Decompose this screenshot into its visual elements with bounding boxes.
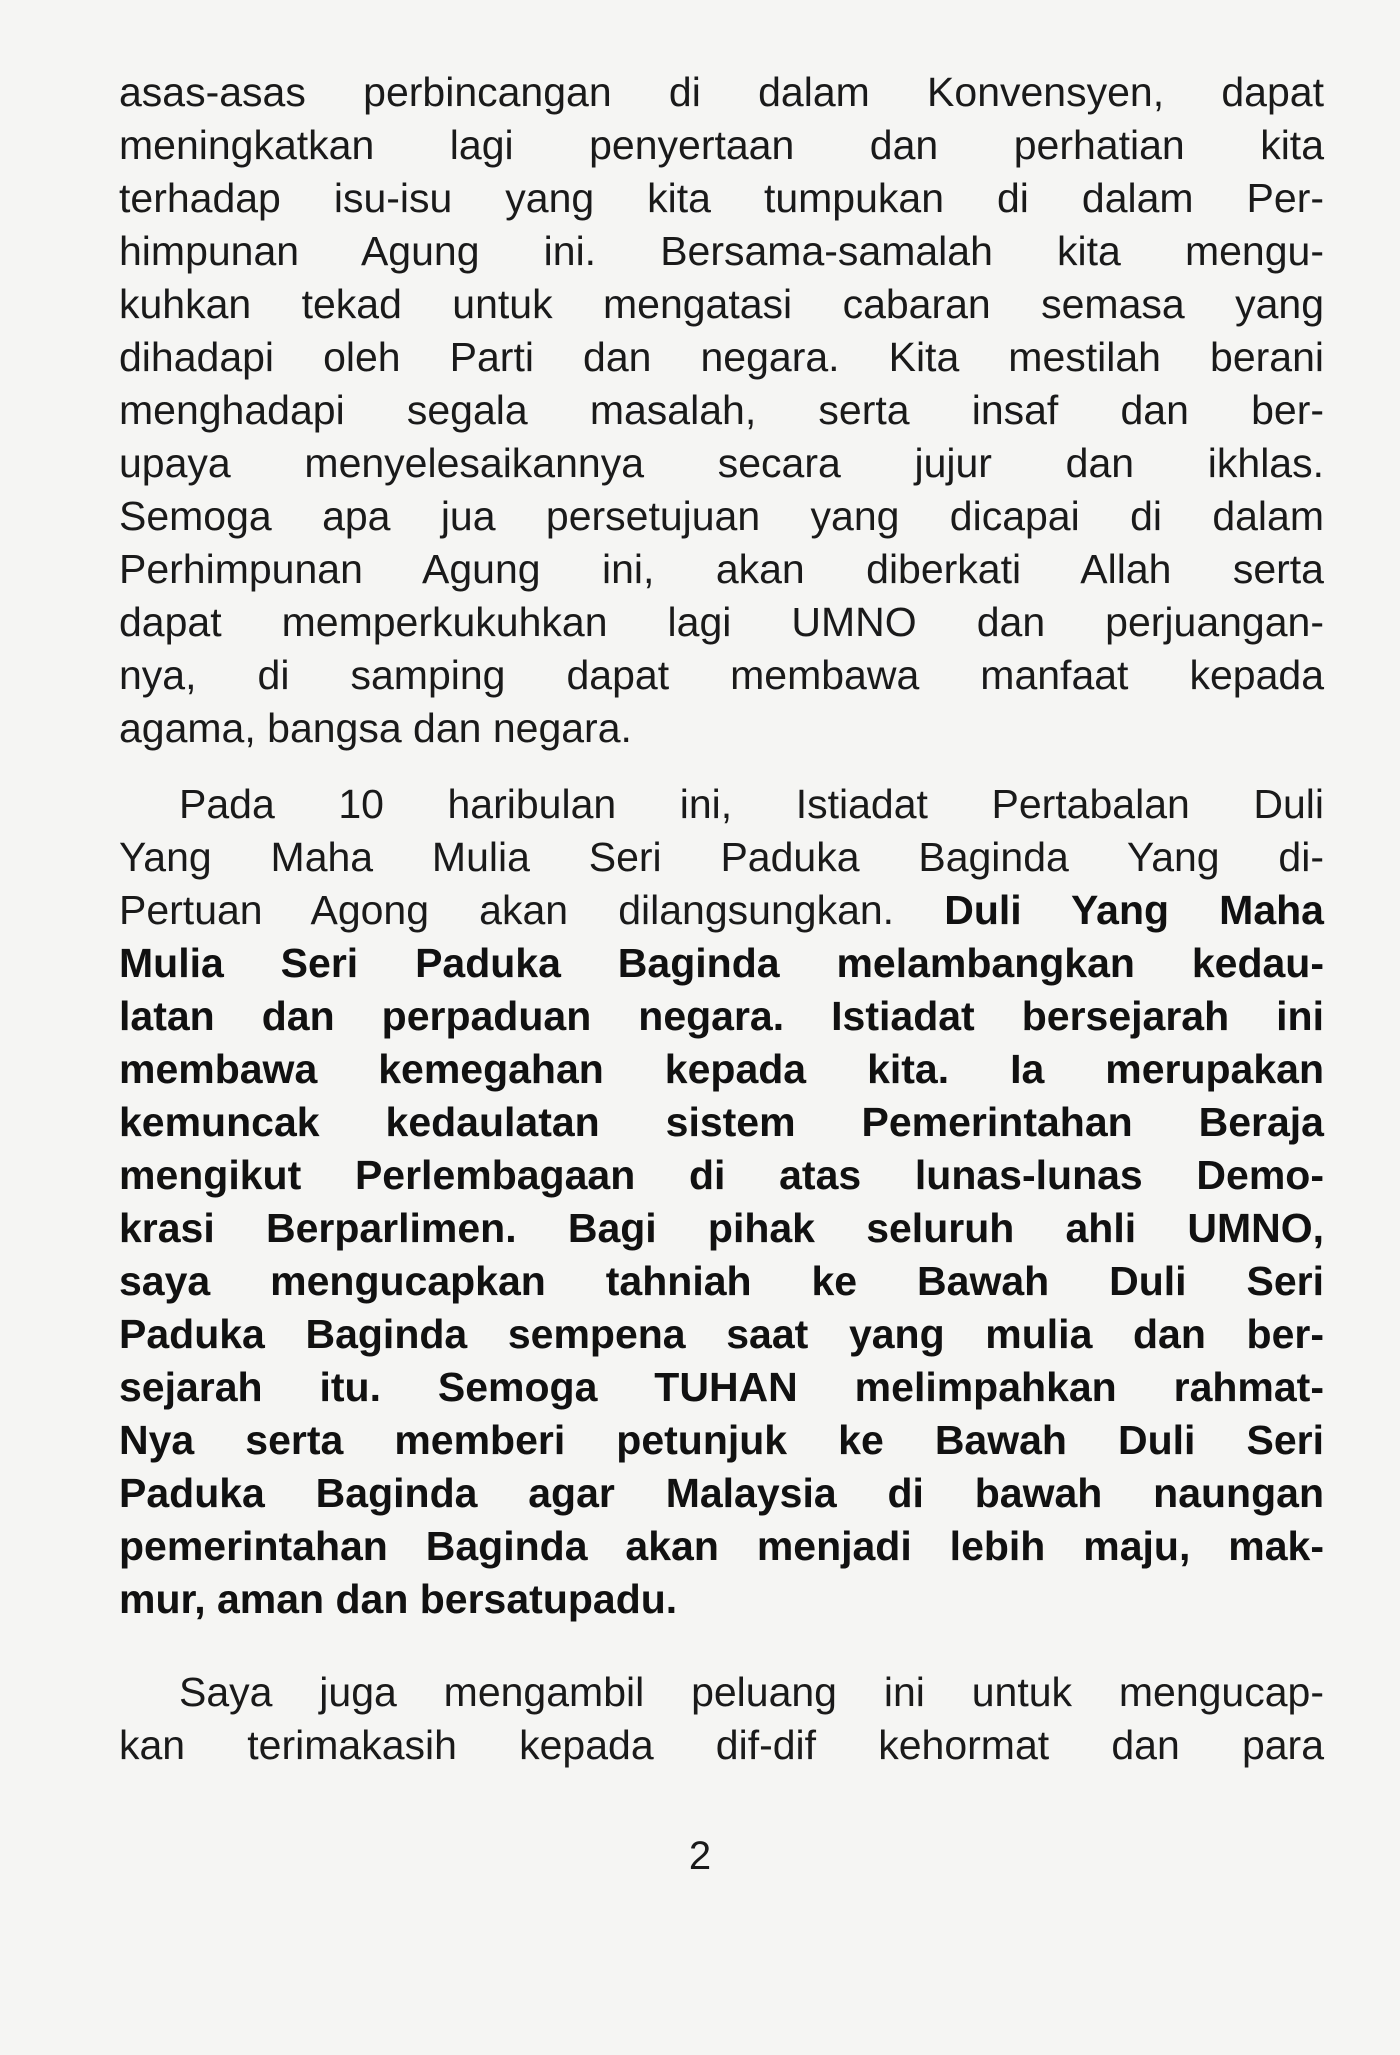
page-number: 2: [688, 1834, 712, 1878]
text-line: kuhkan tekad untuk mengatasi cabaran semasa yang: [119, 281, 1324, 327]
bold-text-line: pemerintahan Baginda akan menjadi lebih maju, mak-: [119, 1523, 1324, 1569]
text-line: Yang Maha Mulia Seri Paduka Baginda Yang di-: [119, 834, 1324, 880]
text-line: Semoga apa jua persetujuan yang dicapai di dalam: [119, 493, 1324, 539]
bold-text-line: mur, aman dan bersatupadu.: [119, 1576, 678, 1622]
bold-text-line: latan dan perpaduan negara. Istiadat bersejarah ini: [119, 993, 1324, 1039]
bold-text-segment: Duli Yang Maha: [944, 887, 1324, 933]
bold-text-line: Nya serta memberi petunjuk ke Bawah Duli Seri: [119, 1417, 1324, 1463]
bold-text-line: Paduka Baginda agar Malaysia di bawah naungan: [119, 1470, 1324, 1516]
text-line: himpunan Agung ini. Bersama-samalah kita mengu-: [119, 228, 1324, 274]
text-line: upaya menyelesaikannya secara jujur dan ikhlas.: [119, 440, 1324, 486]
text-line: kan terimakasih kepada dif-dif kehormat dan para: [119, 1722, 1324, 1768]
text-line: nya, di samping dapat membawa manfaat kepada: [119, 652, 1324, 698]
bold-text-line: krasi Berparlimen. Bagi pihak seluruh ahli UMNO,: [119, 1205, 1324, 1251]
paragraph-1: [119, 66, 1324, 755]
bold-text-line: membawa kemegahan kepada kita. Ia merupakan: [119, 1046, 1324, 1092]
bold-text-line: kemuncak kedaulatan sistem Pemerintahan Beraja: [119, 1099, 1324, 1145]
bold-text-line: Paduka Baginda sempena saat yang mulia dan ber-: [119, 1311, 1324, 1357]
text-line: meningkatkan lagi penyertaan dan perhatian kita: [119, 122, 1324, 168]
paragraph-3: [119, 1666, 1324, 1772]
text-line: terhadap isu-isu yang kita tumpukan di dalam Per-: [119, 175, 1324, 221]
bold-text-line: saya mengucapkan tahniah ke Bawah Duli Seri: [119, 1258, 1324, 1304]
text-line-mixed: [119, 884, 1324, 937]
text-line: Saya juga mengambil peluang ini untuk mengucap-: [179, 1669, 1324, 1715]
bold-text-line: sejarah itu. Semoga TUHAN melimpahkan rahmat-: [119, 1364, 1324, 1410]
text-line: Perhimpunan Agung ini, akan diberkati Allah serta: [119, 546, 1324, 592]
text-line: asas-asas perbincangan di dalam Konvensyen, dapat: [119, 69, 1324, 115]
text-line: agama, bangsa dan negara.: [119, 705, 632, 751]
bold-text-line: mengikut Perlembagaan di atas lunas-lunas Demo-: [119, 1152, 1324, 1198]
text-line: Pada 10 haribulan ini, Istiadat Pertabalan Duli: [179, 781, 1324, 827]
text-line: dapat memperkukuhkan lagi UMNO dan perjuangan-: [119, 599, 1324, 645]
text-line: menghadapi segala masalah, serta insaf dan ber-: [119, 387, 1324, 433]
text-segment: Pertuan Agong akan dilangsungkan.: [119, 887, 945, 933]
bold-text-line: Mulia Seri Paduka Baginda melambangkan kedau-: [119, 940, 1324, 986]
text-line: dihadapi oleh Parti dan negara. Kita mestilah berani: [119, 334, 1324, 380]
paragraph-2: [119, 778, 1324, 1626]
